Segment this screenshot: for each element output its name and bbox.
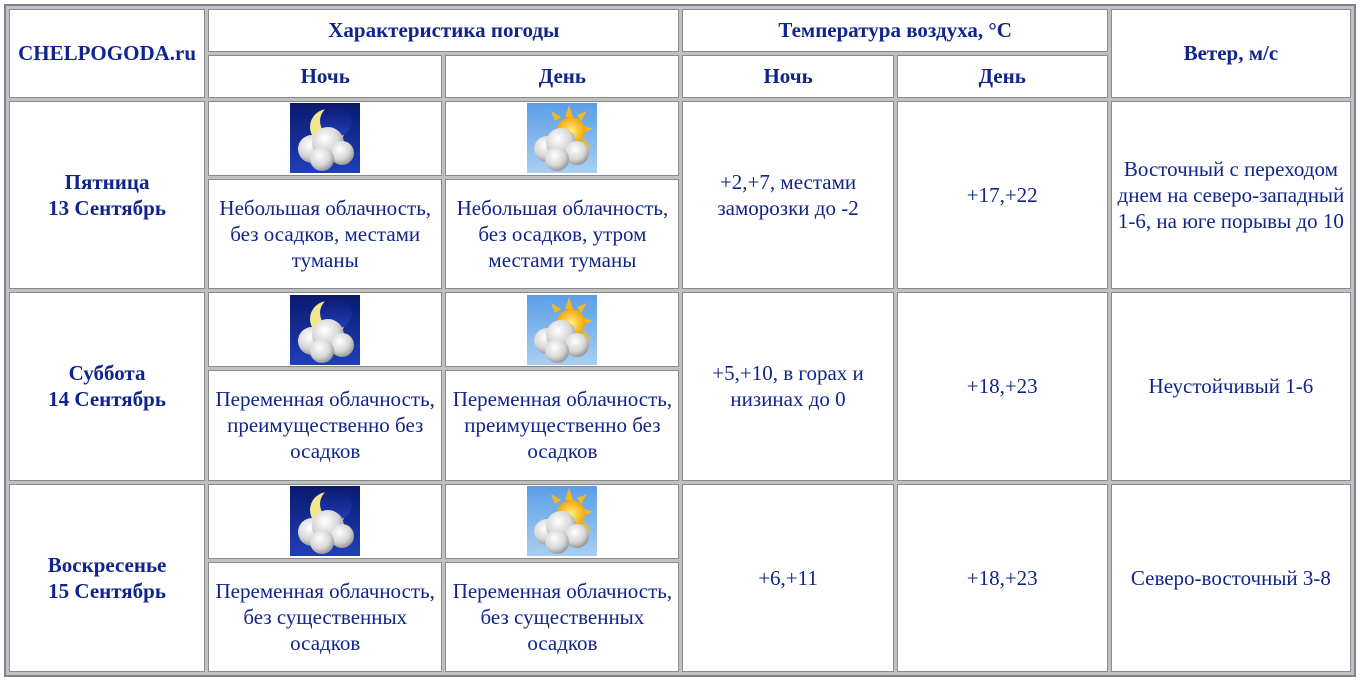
weekday: Пятница [64,169,150,194]
header-weather-day: День [445,55,679,98]
night-icon-cell [208,484,442,559]
date-cell [9,292,205,480]
night-description: Переменная облачность, преимущественно без осадков [208,370,442,480]
day-icon-cell [445,484,679,559]
header-air-temperature: Температура воздуха, °С [682,9,1107,52]
sun-cloud-icon [527,295,597,365]
wind: Северо-восточный 3-8 [1111,484,1351,673]
wind: Восточный с переходом днем на северо-западный 1-6, на юге порывы до 10 [1111,101,1351,289]
day-icon-cell [445,292,679,367]
day-description: Переменная облачность, без существенных осадков [445,562,679,672]
weekday: Воскресенье [47,552,167,577]
sun-cloud-icon [527,486,597,556]
night-description: Небольшая облачность, без осадков, местами туманы [208,179,442,289]
temp-day: +18,+23 [897,484,1108,673]
moon-cloud-icon [290,295,360,365]
date: 14 Сентябрь [48,387,166,412]
forecast-table [6,6,1354,675]
day-description: Небольшая облачность, без осадков, утром местами туманы [445,179,679,289]
weekday: Суббота [68,361,146,386]
temp-day: +18,+23 [897,292,1108,480]
moon-cloud-icon [290,103,360,173]
temp-night: +2,+7, местами заморозки до -2 [682,101,893,289]
header-temp-day: День [897,55,1108,98]
header-temp-night: Ночь [682,55,893,98]
forecast-container [4,4,1356,677]
day-description: Переменная облачность, преимущественно без осадков [445,370,679,480]
date: 15 Сентябрь [48,578,166,603]
header-wind: Ветер, м/с [1111,9,1351,98]
sun-cloud-icon [527,103,597,173]
temp-day: +17,+22 [897,101,1108,289]
site-logo: CHELPOGODA.ru [9,9,205,98]
wind: Неустойчивый 1-6 [1111,292,1351,480]
temp-night: +5,+10, в горах и низинах до 0 [682,292,893,480]
night-description: Переменная облачность, без существенных осадков [208,562,442,672]
day-icon-cell [445,101,679,176]
date-cell [9,101,205,289]
header-weather-characteristics: Характеристика погоды [208,9,679,52]
temp-night: +6,+11 [682,484,893,673]
moon-cloud-icon [290,486,360,556]
night-icon-cell [208,292,442,367]
date: 13 Сентябрь [48,195,166,220]
night-icon-cell [208,101,442,176]
date-cell [9,484,205,673]
header-weather-night: Ночь [208,55,442,98]
